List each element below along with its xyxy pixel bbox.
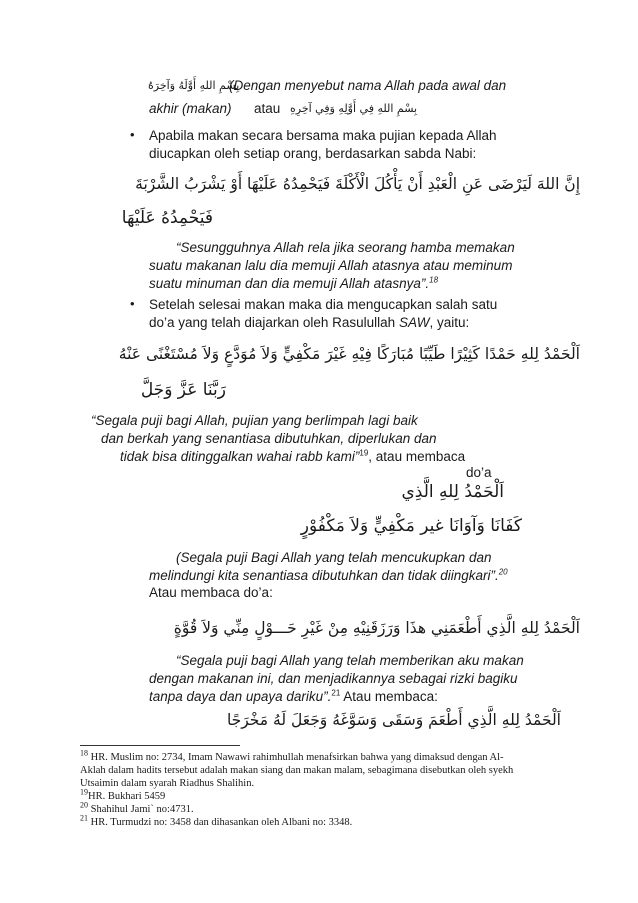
footnote-ref-18[interactable]: 18 <box>429 275 439 285</box>
bullet2-line-2 <box>149 314 469 331</box>
doa2-translation-text: melindungi kita senantiasa dibutuhkan dan tidak diingkari”. <box>149 568 499 583</box>
footnote-21 <box>80 813 353 830</box>
footnote-num: 19 <box>80 787 88 797</box>
intro-line-2: akhir (makan) <box>149 101 232 116</box>
doa1-translation-line-1: “Segala puji bagi Allah, pujian yang berlimpah lagi baik <box>91 413 418 428</box>
footnote-num: 20 <box>80 800 88 810</box>
doa3-translation-line-2: dengan makanan ini, dan menjadikannya sebagai rizki bagiku <box>149 671 518 686</box>
arabic-basmala-start-end: بِسْمِ اللهِ أَوَّلَهُ وَآخِرَهُ <box>148 79 240 92</box>
footnote-19 <box>80 787 166 804</box>
intro-atau: atau <box>254 101 281 116</box>
footnote-18-line-2: Aklah dalam hadits tersebut adalah makan siang dan makan malam, sebagimana disebutkan oleh syekh <box>80 765 514 776</box>
hadith1-translation-line-1: “Sesungguhnya Allah rela jika seorang hamba memakan <box>176 240 515 255</box>
bullet2-text: do’a yang telah diajarkan oleh Rasulullah <box>149 315 396 330</box>
doa3-tail: Atau membaca: <box>340 689 438 704</box>
footnote-ref-20[interactable]: 20 <box>498 567 508 577</box>
doa2-translation-line-1: (Segala puji Bagi Allah yang telah mencukupkan dan <box>176 550 492 565</box>
doa2-arabic-line-2: كَفَانَا وَآوَانَا غير مَكْفِيٍّ وَلاَ مَكْفُوْرٍ <box>300 516 522 536</box>
doa3-translation-text: tanpa daya dan upaya dariku”. <box>149 689 332 704</box>
bullet2-line-1: Setelah selesai makan maka dia mengucapkan salah satu <box>149 297 498 312</box>
doa1-translation-line-2: dan berkah yang senantiasa dibutuhkan, diperlukan dan <box>101 431 437 446</box>
hadith1-translation-line-2: suatu makanan lalu dia memuji Allah atasnya atau meminum <box>149 258 513 273</box>
doa1-translation-text: tidak bisa ditinggalkan wahai rabb kami” <box>120 449 360 464</box>
doa3-translation-line-3 <box>149 688 438 705</box>
footnote-text: HR. Bukhari 5459 <box>88 791 166 802</box>
footnote-ref-21[interactable]: 21 <box>331 688 341 698</box>
doa2-translation-line-2 <box>149 567 508 584</box>
footnote-18-line-3: Utsaimin dalam syarah Riadhus Shalihin. <box>80 778 255 789</box>
bullet1-line-2: diucapkan oleh setiap orang, berdasarkan sabda Nabi: <box>149 146 477 161</box>
doa3-arabic-line-1: اَلْحَمْدُ لِلهِ الَّذِي أَطْعَمَنِي هذَا وَرَزَقَنِيْهِ مِنْ غَيْرِ حَـــوْلٍ مِنِّي وَلاَ قُوَّةٍ <box>173 619 580 637</box>
doa1-arabic-line-1: اَلْحَمْدُ لِلهِ حَمْدًا كَثِيْرًا طَيِّبًا مُبَارَكًا فِيْهِ غَيْرَ مَكْفِيٍّ وَلاَ مُوَدَّعٍ وَلاَ مُسْتَغْنًى عَنْهُ <box>118 345 580 363</box>
intro-line-1: (Dengan menyebut nama Allah pada awal dan <box>229 78 507 93</box>
hadith1-arabic-line-1: إِنَّ اللهَ لَيَرْضَى عَنِ الْعَبْدِ أَنْ يَأْكُلَ الْأَكْلَةَ فَيَحْمِدُهُ عَلَيْهَا أَوْ يَشْرَبُ الشَّرْبَةَ <box>135 175 580 193</box>
arabic-basmala-in-start-end: بِسْمِ اللهِ فِي أَوَّلِهِ وَفِي آخِرِهِ <box>290 102 418 115</box>
doa1-tail: , atau membaca <box>368 449 466 464</box>
hadith1-translation-text: suatu minuman dan dia memuji Allah atasnya”. <box>149 276 430 291</box>
footnote-18 <box>80 748 504 765</box>
doa2-translation-line-3: Atau membaca do’a: <box>149 585 273 600</box>
bullet2-text-end: , yaitu: <box>429 315 470 330</box>
footnote-separator <box>80 745 240 746</box>
doa1-arabic-line-2: رَبَّنَا عَزَّ وَجَلَّ <box>140 380 226 400</box>
footnote-text: HR. Muslim no: 2734, Imam Nawawi rahimhullah menafsirkan bahwa yang dimaksud dengan Al- <box>88 752 504 763</box>
hadith1-arabic-line-2: فَيَحْمِدُهُ عَلَيْهَا <box>121 208 213 228</box>
doa1-translation-line-3 <box>120 448 465 465</box>
footnote-ref-19[interactable]: 19 <box>359 448 369 458</box>
bullet1-line-1: Apabila makan secara bersama maka pujian kepada Allah <box>149 128 497 143</box>
footnote-num: 18 <box>80 748 88 758</box>
footnote-20 <box>80 800 194 817</box>
doa4-arabic-line-1: اَلْحَمْدُ لِلهِ الَّذِي أَطْعَمَ وَسَقَى وَسَوَّغَهُ وَجَعَلَ لَهُ مَخْرَجًا <box>226 711 561 729</box>
doa3-translation-line-1: “Segala puji bagi Allah yang telah memberikan aku makan <box>176 653 524 668</box>
hadith1-translation-line-3 <box>149 275 438 292</box>
doa2-arabic-line-1: اَلْحَمْدُ لِلهِ الَّذِي <box>401 482 504 502</box>
bullet-marker: • <box>130 296 135 311</box>
footnote-text: HR. Turmudzi no: 3458 dan dihasankan oleh Albani no: 3348. <box>88 817 353 828</box>
footnote-num: 21 <box>80 813 88 823</box>
footnote-text: Shahihul Jami` no:4731. <box>88 804 194 815</box>
doa-word: do’a <box>466 465 492 480</box>
bullet-marker: • <box>130 127 135 142</box>
saw-abbrev: SAW <box>398 315 430 330</box>
